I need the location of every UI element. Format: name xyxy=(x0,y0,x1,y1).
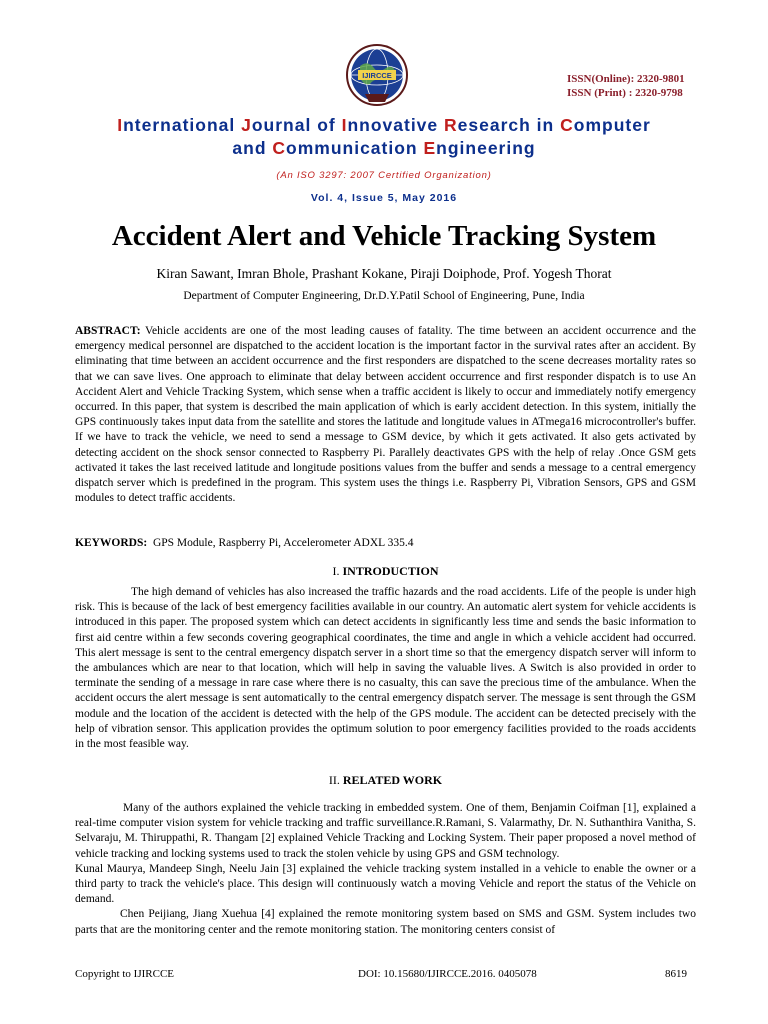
author-affiliation: Department of Computer Engineering, Dr.D.Y.Patil School of Engineering, Pune, India xyxy=(183,290,585,302)
paper-authors: Kiran Sawant, Imran Bhole, Prashant Kokane, Piraji Doiphode, Prof. Yogesh Thorat xyxy=(156,266,612,281)
journal-name-word xyxy=(444,115,560,135)
issn-block xyxy=(567,72,697,100)
related-work-paragraph: Many of the authors explained the vehicle tracking in embedded system. One of them, Benjamin Coifman [1], explained a real-time computer vision system for vehicle tracking and traffic surveillance.R.Ramani, S. Valarmathy, Dr. N. Suthanthira Vanitha, S. Selvaraju, M. Thiruppathi, R. Thangam [2] explained Vehicle Tracking and Locking System. Their paper proposed a novel method of vehicle tracking and locking systems used to track the stolen vehicle by using GPS and GSM technology. xyxy=(75,802,696,860)
section-title: RELATED WORK xyxy=(342,773,443,787)
issn-online: ISSN(Online): 2320-9801 xyxy=(567,73,685,85)
section-title: INTRODUCTION xyxy=(342,564,439,578)
journal-name-rest: ngineering xyxy=(436,138,536,158)
abstract xyxy=(75,324,696,506)
introduction-paragraph: The high demand of vehicles has also increased the traffic hazards and the road accidents. Life of the people is under high risk. This is because of the lack of best emergency facilities available in our country. An automatic alert system for vehicle accidents is introduced in this paper. The proposed system which can detect accidents in significantly less time and sends the basic information to first aid centre within a few seconds covering geographical coordinates, the time and angle in which a vehicle accident had occurred. This alert message is sent to the central emergency dispatch server in a short time so that the emergency dispatch server will inform to the ambulances which are near to that location, which will help in saving the valuable lives. A Switch is also provided in order to terminate the sending of a message in rare case where there is no casualty, this can save the precious time of the ambulance. When the accident occurs the alert message is sent automatically to the central emergency dispatch server. The message is sent through the GSM module and the location of the accident is detected with the help of the GPS module. The accident can be detected precisely with the help of vibration sensor. This application provides the optimum solution to poor emergency facilities provided to the roads accidents in the most feasible way. xyxy=(75,586,696,751)
journal-name xyxy=(40,114,728,160)
logo-text: IJIRCCE xyxy=(362,71,392,80)
journal-name-line-1 xyxy=(40,114,728,137)
journal-name-initial: C xyxy=(560,115,574,135)
journal-name-line-2 xyxy=(40,137,728,160)
related-work-paragraph: Kunal Maurya, Mandeep Singh, Neelu Jain [3] explained the vehicle tracking system installed in a vehicle to enable the owner or a third party to track the vehicle's place. This design will continuously watch a moving Vehicle and report the status of the Vehicle on demand. xyxy=(75,862,696,906)
section-heading-introduction xyxy=(75,564,696,579)
journal-name-word xyxy=(560,115,651,135)
journal-name-initial: J xyxy=(241,115,252,135)
iso-certification: (An ISO 3297: 2007 Certified Organization) xyxy=(276,170,492,181)
journal-name-initial: I xyxy=(117,115,124,135)
journal-name-initial: C xyxy=(272,138,287,158)
ijircce-globe-logo-icon xyxy=(346,44,408,106)
volume-issue: Vol. 4, Issue 5, May 2016 xyxy=(310,192,458,204)
section-number: II. xyxy=(328,773,340,787)
issn-print: ISSN (Print) : 2320-9798 xyxy=(567,87,683,99)
related-work-paragraph: Chen Peijiang, Jiang Xuehua [4] explained the remote monitoring system based on SMS and GSM. System includes two parts that are the monitoring center and the remote monitoring station. The monitoring centers consist of xyxy=(75,908,696,936)
abstract-label: ABSTRACT: xyxy=(75,325,141,337)
journal-name-rest: nnovative xyxy=(347,115,445,135)
journal-name-rest: esearch in xyxy=(457,115,561,135)
journal-name-word xyxy=(342,115,444,135)
keywords-text: GPS Module, Raspberry Pi, Accelerometer ADXL 335.4 xyxy=(152,537,414,549)
related-work-text xyxy=(75,801,696,938)
journal-name-initial: E xyxy=(423,138,437,158)
journal-name-initial: R xyxy=(444,115,458,135)
keywords xyxy=(75,536,696,551)
section-number: I. xyxy=(332,564,340,578)
journal-name-word xyxy=(272,138,423,158)
section-heading-related-work xyxy=(75,773,696,788)
abstract-text: Vehicle accidents are one of the most leading causes of fatality. The time between an accident occurrence and the emergency medical personnel are dispatched to the accident location is the important factor in the survival rates after an accident. By eliminating that time between an accident occurrence and the first responders are dispatched to the scene decreases mortality rates so that we can save lives. One approach to eliminate that delay between accident occurrence and first responder dispatch is to use An Accident Alert and Vehicle Tracking System, which sense when a traffic accident is likely to occur and immediately notify emergency occurred. In this paper, that system is described the main application of which is early accident detection. In this system, initially the GPS continuously takes input data from the satellite and stores the latitude and longitude values in ATmega16 microcontroller's buffer. If we have to track the vehicle, we need to send a message to GSM device, by which it gets activated. It also gets activated by detecting accident on the shock sensor connected to Raspberry Pi. Parallely deactivates GPS with the help of relay .Once GSM gets activated it takes the last received latitude and longitude positions values from the buffer and sends a message to a central emergency dispatch server which is predefined in the program. This system uses the things i.e. Raspberry Pi, Vibration Sensors, GPS and GSM modules to detect traffic accidents. xyxy=(75,325,696,505)
journal-name-word xyxy=(117,115,241,135)
journal-name-rest: ommunication xyxy=(286,138,424,158)
journal-name-rest: ournal of xyxy=(251,115,342,135)
footer-copyright: Copyright to IJIRCCE xyxy=(75,968,175,980)
journal-name-word xyxy=(241,115,341,135)
journal-name-rest: omputer xyxy=(573,115,651,135)
paper-title: Accident Alert and Vehicle Tracking System xyxy=(111,220,657,252)
journal-name-word xyxy=(232,138,272,158)
footer-doi: DOI: 10.15680/IJIRCCE.2016. 0405078 xyxy=(358,968,537,980)
journal-name-word xyxy=(423,138,535,158)
footer-page-number: 8619 xyxy=(665,968,687,980)
journal-name-rest: nternational xyxy=(123,115,242,135)
keywords-label: KEYWORDS: xyxy=(75,537,148,549)
introduction-text xyxy=(75,585,696,752)
journal-name-rest: and xyxy=(232,138,273,158)
journal-name-initial: I xyxy=(341,115,348,135)
